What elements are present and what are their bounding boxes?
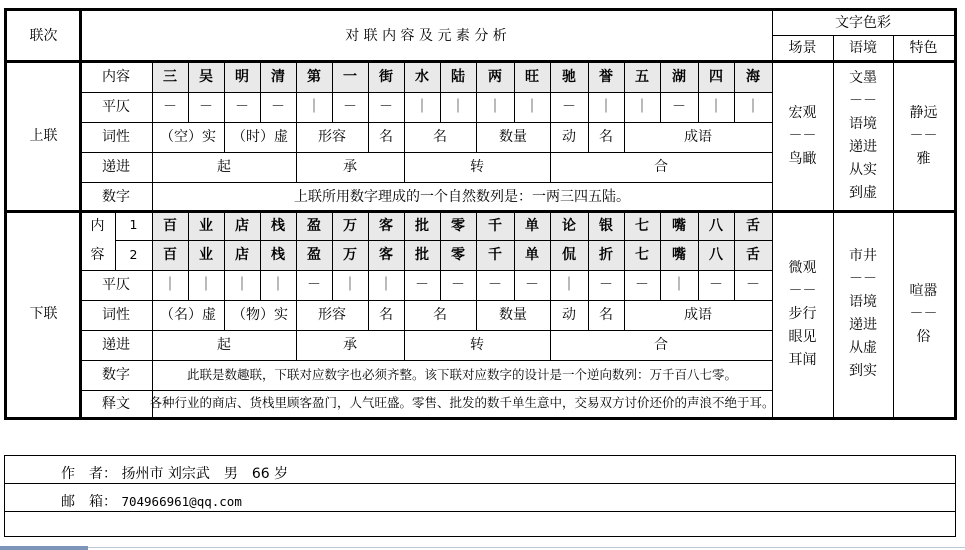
lower-char-v1: 舌 [746, 217, 760, 234]
upper-dijin: 合 [654, 159, 668, 175]
grid-line [588, 211, 589, 300]
grid-line [550, 330, 551, 360]
lower-context-line: 市井 [849, 248, 877, 264]
lower-shiwen-text: 各种行业的商店、货栈里顾客盈门，人气旺盛。零售、批发的数千单生意中，交易双方讨价还价的声浪不绝于耳。 [149, 395, 775, 411]
upper-scene-line: 宏观 [788, 104, 817, 121]
lower-scene-line: 耳闻 [788, 351, 817, 368]
lower-tone: － [746, 277, 760, 293]
upper-context-line: 到虚 [849, 185, 877, 201]
lower-version-1: 1 [129, 217, 138, 233]
grid-line [188, 211, 189, 300]
grid-line [660, 61, 661, 122]
grid-line [698, 211, 699, 300]
lower-cixing: 形容 [318, 307, 346, 323]
upper-cixing: 数量 [499, 129, 527, 145]
lower-feature-line: －－ [909, 305, 938, 322]
upper-tone: ｜ [709, 99, 723, 115]
lower-scene-line: －－ [788, 282, 817, 299]
lower-char-v1: 千 [488, 217, 502, 234]
upper-char: 驰 [562, 68, 576, 85]
upper-char: 一 [343, 68, 357, 85]
lower-char-v2: 店 [235, 247, 249, 263]
header-context: 语境 [849, 40, 877, 56]
upper-tone: － [672, 99, 686, 115]
upper-tone: ｜ [415, 99, 429, 115]
lower-tone: ｜ [271, 277, 285, 293]
author-label: 作 者： [61, 466, 117, 482]
lower-dijin: 起 [217, 337, 231, 353]
grid-line [368, 61, 369, 122]
lower-cixing: 数量 [499, 307, 527, 323]
grid-line [514, 61, 515, 122]
grid-line [80, 152, 772, 153]
lower-cixing: 名 [433, 307, 447, 323]
lower-tone: － [525, 277, 539, 293]
lower-tone: ｜ [672, 277, 686, 293]
grid-line [550, 300, 551, 330]
lower-tone: ｜ [163, 277, 177, 293]
lower-dijin: 合 [654, 337, 668, 353]
grid-line [476, 300, 477, 330]
upper-context [833, 61, 893, 211]
grid-line [79, 11, 82, 417]
lower-char-v2: 舌 [746, 247, 760, 263]
grid-line [332, 211, 333, 300]
upper-scene-line: 鸟瞰 [788, 150, 817, 167]
lower-char-v2: 八 [709, 247, 723, 263]
upper-tone: ｜ [307, 99, 321, 115]
upper-cixing: （时）虚 [232, 129, 288, 145]
email-row [5, 484, 955, 512]
analysis-table [4, 8, 957, 420]
lower-feature [893, 211, 954, 417]
grid-line [260, 211, 261, 300]
upper-dijin: 转 [470, 159, 484, 175]
upper-char: 五 [635, 68, 649, 85]
lower-scene [772, 211, 833, 417]
grid-line [404, 152, 405, 182]
upper-tone: ｜ [451, 99, 465, 115]
lower-char-v2: 七 [635, 247, 649, 263]
lower-char-v1: 嘴 [672, 217, 686, 234]
grid-line [368, 300, 369, 330]
lower-tone: － [599, 277, 613, 293]
grid-line [624, 300, 625, 330]
grid-line [296, 61, 297, 122]
horizontal-scrollbar-track[interactable] [88, 547, 965, 548]
lower-tone: － [415, 277, 429, 293]
lower-label: 下联 [29, 306, 58, 322]
lower-char-v2: 盈 [307, 247, 321, 263]
upper-char: 三 [163, 68, 177, 85]
lower-row-label-dijin: 递进 [102, 337, 130, 353]
upper-char: 陆 [451, 68, 465, 85]
grid-line [440, 211, 441, 300]
upper-char: 四 [709, 68, 723, 85]
upper-tone: － [562, 99, 576, 115]
lower-char-v2: 栈 [271, 247, 285, 263]
lower-cixing: （物）实 [232, 307, 288, 323]
grid-line [588, 61, 589, 122]
lower-context-line: 从虚 [849, 340, 877, 356]
upper-tone: ｜ [488, 99, 502, 115]
lower-cixing: 名 [599, 307, 613, 323]
grid-line [404, 300, 405, 330]
lower-char-v2: 折 [599, 247, 613, 263]
grid-line [404, 61, 405, 122]
grid-line [550, 61, 551, 122]
upper-cixing: 名 [599, 129, 613, 145]
lower-context-line: －－ [849, 271, 877, 287]
lower-char-v2: 百 [163, 247, 177, 263]
lower-char-v2: 千 [488, 247, 502, 263]
lower-tone: － [709, 277, 723, 293]
grid-line [550, 122, 551, 152]
grid-line [588, 300, 589, 330]
author-info-table [4, 455, 956, 537]
lower-tone: ｜ [235, 277, 249, 293]
grid-line [476, 61, 477, 122]
lower-char-v1: 批 [415, 217, 429, 234]
grid-line [152, 61, 153, 211]
grid-line [296, 300, 297, 330]
lower-char-v2: 业 [199, 247, 213, 263]
lower-feature-line: 俗 [916, 328, 931, 345]
grid-line [224, 211, 225, 300]
upper-char: 誉 [599, 68, 613, 85]
lower-char-v1: 店 [235, 217, 249, 234]
grid-line [550, 211, 551, 300]
upper-cixing: 成语 [684, 129, 712, 145]
upper-label: 上联 [29, 128, 58, 144]
upper-char: 清 [271, 68, 285, 85]
upper-tone: － [163, 99, 177, 115]
grid-line [476, 211, 477, 300]
email-label: 邮 箱： [61, 494, 117, 510]
lower-scene-line: 眼见 [788, 328, 817, 345]
grid-line [224, 61, 225, 122]
upper-shuzi-text: 上联所用数字理成的一个自然数列是：一两三四五陆。 [294, 188, 630, 205]
grid-line [624, 122, 625, 152]
grid-line [368, 211, 369, 300]
lower-context [833, 211, 893, 417]
lower-char-v2: 嘴 [672, 247, 686, 263]
lower-context-line: 语境 [849, 294, 877, 310]
grid-line [80, 270, 772, 271]
grid-line [80, 300, 772, 301]
lower-context-line: 到实 [849, 363, 877, 379]
upper-context-line: 从实 [849, 162, 877, 178]
upper-row-label-content: 内容 [102, 68, 130, 85]
upper-feature [893, 61, 954, 211]
lower-row-label-content-2: 容 [90, 247, 105, 263]
lower-tone: － [488, 277, 502, 293]
upper-dijin: 起 [217, 159, 231, 175]
lower-shuzi-text: 此联是数趣联，下联对应数字也必须齐整。该下联对应数字的设计是一个逆向数列：万千百八七零。 [186, 366, 737, 382]
grid-line [115, 240, 772, 241]
upper-char: 湖 [672, 68, 686, 85]
lower-dijin: 承 [343, 337, 357, 353]
grid-line [624, 211, 625, 300]
grid-line [152, 211, 153, 417]
lower-tone: － [451, 277, 465, 293]
header-scene: 场景 [788, 40, 817, 56]
lower-tone: － [635, 277, 649, 293]
lower-char-v1: 业 [199, 217, 213, 234]
grid-line [404, 122, 405, 152]
grid-line [550, 152, 551, 182]
grid-line [588, 122, 589, 152]
upper-char: 第 [307, 68, 321, 85]
lower-cixing: 名 [379, 307, 393, 323]
upper-cixing: 形容 [318, 129, 346, 145]
upper-scene [772, 61, 833, 211]
upper-tone: － [235, 99, 249, 115]
grid-line [332, 61, 333, 122]
grid-line [476, 122, 477, 152]
lower-version-2: 2 [129, 246, 138, 262]
upper-feature-line: －－ [909, 127, 938, 144]
grid-line [115, 211, 116, 270]
grid-line [368, 122, 369, 152]
upper-cixing: 名 [433, 129, 447, 145]
grid-line [7, 60, 954, 63]
upper-cixing: 名 [379, 129, 393, 145]
grid-line [734, 211, 735, 300]
grid-line [260, 61, 261, 122]
lower-char-v2: 万 [343, 247, 357, 263]
lower-char-v1: 八 [709, 217, 723, 234]
lower-tone: ｜ [562, 277, 576, 293]
grid-line [296, 152, 297, 182]
lower-char-v1: 银 [599, 217, 613, 234]
lower-scene-line: 步行 [788, 305, 817, 322]
grid-line [833, 35, 834, 417]
grid-line [404, 211, 405, 300]
lower-context-line: 递进 [849, 317, 877, 333]
lower-cixing: 动 [562, 307, 576, 323]
upper-tone: － [379, 99, 393, 115]
header-color-title: 文字色彩 [835, 15, 891, 31]
upper-cixing: 动 [562, 129, 576, 145]
header-lianci: 联次 [29, 28, 58, 44]
upper-char: 两 [488, 68, 502, 85]
upper-char: 街 [379, 68, 393, 85]
lower-char-v1: 百 [163, 217, 177, 234]
upper-char: 海 [746, 68, 760, 85]
upper-char: 明 [235, 68, 249, 85]
header-feature: 特色 [909, 40, 938, 56]
lower-tone: ｜ [199, 277, 213, 293]
grid-line [224, 300, 225, 330]
grid-line [698, 61, 699, 122]
grid-line [296, 122, 297, 152]
grid-line [404, 330, 405, 360]
grid-line [80, 330, 772, 331]
upper-feature-line: 雅 [916, 150, 931, 167]
upper-tone: － [343, 99, 357, 115]
grid-line [660, 211, 661, 300]
grid-line [224, 122, 225, 152]
upper-context-line: 文墨 [849, 70, 877, 86]
grid-line [772, 11, 773, 417]
grid-line [296, 211, 297, 300]
lower-row-label-shuzi: 数字 [102, 367, 130, 383]
lower-char-v1: 单 [525, 217, 539, 234]
upper-dijin: 承 [343, 159, 357, 175]
lower-char-v2: 侃 [562, 247, 576, 263]
lower-char-v1: 客 [379, 217, 393, 234]
upper-scene-line: －－ [788, 127, 817, 144]
lower-char-v2: 零 [451, 247, 465, 263]
upper-tone: ｜ [635, 99, 649, 115]
grid-line [514, 211, 515, 300]
grid-line [734, 61, 735, 122]
lower-char-v2: 客 [379, 247, 393, 263]
upper-char: 旺 [525, 68, 539, 85]
grid-line [80, 92, 772, 93]
upper-tone: － [199, 99, 213, 115]
upper-row-label-dijin: 递进 [102, 159, 130, 175]
lower-tone: ｜ [379, 277, 393, 293]
lower-char-v1: 万 [343, 217, 357, 234]
upper-tone: － [271, 99, 285, 115]
horizontal-scrollbar-thumb[interactable] [0, 546, 88, 550]
grid-line [80, 360, 772, 361]
grid-line [772, 35, 954, 36]
lower-feature-line: 喧嚣 [909, 282, 938, 299]
upper-feature-line: 静远 [909, 104, 938, 121]
lower-char-v2: 单 [525, 247, 539, 263]
upper-tone: ｜ [525, 99, 539, 115]
lower-cixing: 成语 [684, 307, 712, 323]
upper-char: 吴 [199, 68, 213, 85]
email-value: 704966961@qq.com [121, 494, 242, 509]
empty-row [5, 512, 955, 540]
grid-line [893, 35, 894, 417]
lower-row-label-pingze: 平仄 [102, 277, 130, 293]
lower-scene-line: 微观 [788, 259, 817, 276]
lower-char-v1: 七 [635, 217, 649, 234]
lower-char-v1: 零 [451, 217, 465, 234]
lower-row-label-content-1: 内 [90, 217, 105, 234]
grid-line [80, 182, 772, 183]
lower-cixing: （名）虚 [160, 307, 216, 323]
grid-line [80, 390, 772, 391]
lower-char-v1: 论 [562, 217, 576, 234]
grid-line [188, 61, 189, 122]
upper-context-line: 递进 [849, 139, 877, 155]
upper-row-label-cixing: 词性 [102, 129, 130, 145]
upper-row-label-shuzi: 数字 [102, 188, 130, 205]
header-title: 对 联 内 容 及 元 素 分 析 [345, 28, 507, 44]
upper-tone: ｜ [599, 99, 613, 115]
upper-context-line: －－ [849, 93, 877, 109]
lower-row-label-shiwen: 释文 [102, 395, 130, 412]
lower-row-label-cixing: 词性 [102, 307, 130, 323]
upper-row-label-pingze: 平仄 [102, 99, 130, 115]
lower-char-v2: 批 [415, 247, 429, 263]
upper-char: 水 [415, 68, 429, 85]
upper-cixing: （空）实 [160, 129, 216, 145]
grid-line [80, 122, 772, 123]
grid-line [440, 61, 441, 122]
grid-line [7, 210, 954, 213]
lower-tone: － [307, 277, 321, 293]
upper-tone: ｜ [746, 99, 760, 115]
grid-line [296, 330, 297, 360]
upper-context-line: 语境 [849, 116, 877, 132]
lower-char-v1: 栈 [271, 217, 285, 234]
grid-line [624, 61, 625, 122]
author-value: 扬州市 刘宗武 男 66 岁 [121, 466, 289, 482]
lower-dijin: 转 [470, 337, 484, 353]
author-row [5, 456, 955, 484]
lower-char-v1: 盈 [307, 217, 321, 234]
lower-tone: ｜ [343, 277, 357, 293]
